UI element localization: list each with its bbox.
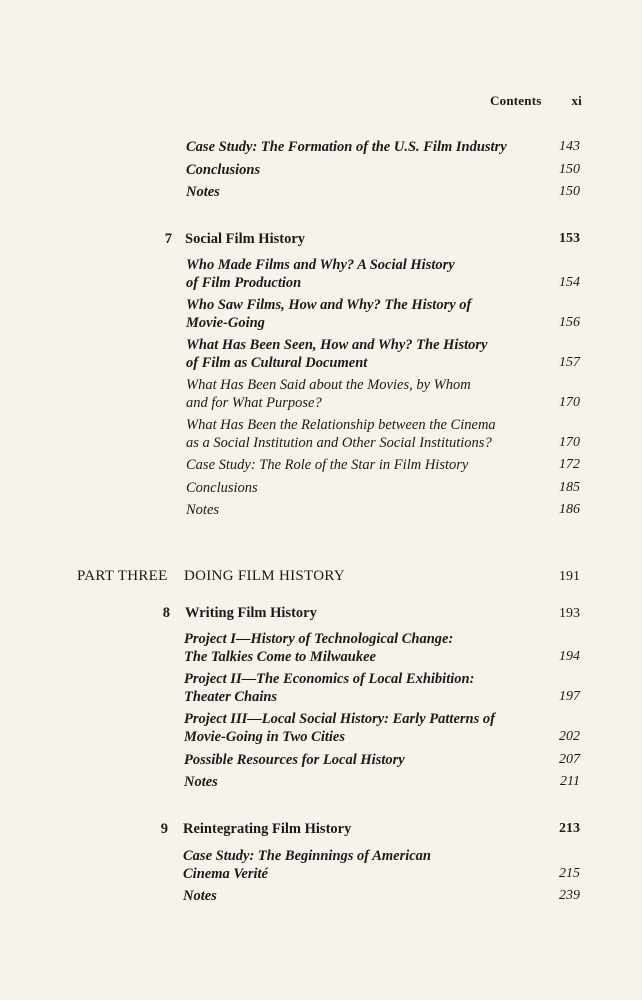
chapter-title: Reintegrating Film History (183, 821, 352, 837)
toc-page-number: 207 (559, 752, 580, 767)
toc-entry: Case Study: The Role of the Star in Film History (186, 457, 469, 473)
chapter-number: 8 (162, 605, 170, 621)
toc-page-number: 156 (559, 315, 580, 330)
toc-entry-line1: Who Made Films and Why? A Social History (186, 257, 455, 273)
toc-page-number: 194 (559, 649, 580, 664)
chapter-number: 9 (160, 821, 168, 837)
toc-page-number: 211 (560, 774, 580, 789)
toc-entry-line2: Theater Chains (184, 689, 278, 705)
chapter-number: 7 (164, 231, 172, 247)
toc-page-number: 239 (559, 888, 580, 903)
toc-entry-line2: of Film Production (186, 275, 302, 291)
toc-entry-line1: What Has Been Said about the Movies, by Whom (186, 377, 471, 393)
toc-entry: Possible Resources for Local History (184, 752, 405, 768)
toc-entry-line1: Case Study: The Beginnings of American (183, 848, 432, 864)
toc-entry: Notes (186, 502, 220, 518)
toc-entry: Conclusions (186, 162, 261, 178)
toc-entry: Case Study: The Formation of the U.S. Film Industry (186, 139, 507, 155)
toc-entry-line2: Movie-Going in Two Cities (184, 729, 345, 745)
toc-page-number: 170 (559, 435, 580, 450)
running-header (490, 93, 582, 109)
header-page-number: xi (571, 93, 582, 108)
toc-entry: Notes (184, 774, 218, 790)
toc-page-number: 172 (559, 457, 580, 472)
toc-entry-line2: Movie-Going (186, 315, 265, 331)
toc-page-number: 186 (559, 502, 580, 517)
toc-page-number: 170 (559, 395, 580, 410)
toc-page-number: 154 (559, 275, 580, 290)
toc-entry-line2: of Film as Cultural Document (186, 355, 368, 371)
toc-entry-line1: What Has Been the Relationship between the Cinema (186, 417, 496, 433)
toc-page-number: 185 (559, 480, 580, 495)
toc-entry-line1: What Has Been Seen, How and Why? The History (186, 337, 488, 353)
toc-entry-line1: Project III—Local Social History: Early Patterns of (184, 711, 495, 727)
toc-entry-line1: Project II—The Economics of Local Exhibition: (184, 671, 475, 687)
toc-page-number: 150 (559, 184, 580, 199)
toc-entry: Conclusions (186, 480, 258, 496)
toc-entry-line2: as a Social Institution and Other Social Institutions? (186, 435, 492, 451)
toc-page-number: 215 (559, 866, 580, 881)
chapter-title: Social Film History (185, 231, 306, 247)
part-title: DOING FILM HISTORY (184, 568, 345, 584)
chapter-page-number: 193 (559, 606, 580, 621)
toc-entry-line2: Cinema Verité (183, 866, 268, 882)
toc-entry: Notes (183, 888, 217, 904)
toc-page-number: 150 (559, 162, 580, 177)
toc-page-number: 143 (559, 139, 580, 154)
toc-entry-line1: Project I—History of Technological Change: (184, 631, 454, 647)
chapter-page-number: 213 (559, 821, 580, 836)
toc-entry-line2: The Talkies Come to Milwaukee (184, 649, 376, 665)
toc-page-number: 202 (559, 729, 580, 744)
chapter-title: Writing Film History (185, 605, 317, 621)
chapter-page-number: 153 (559, 231, 580, 246)
toc-page-number: 197 (559, 689, 580, 704)
toc-entry: Notes (186, 184, 220, 200)
part-label: PART THREE (77, 568, 168, 584)
part-page-number: 191 (559, 569, 580, 584)
toc-entry-line2: and for What Purpose? (186, 395, 322, 411)
header-title: Contents (490, 93, 542, 108)
toc-page-number: 157 (559, 355, 580, 370)
toc-entry-line1: Who Saw Films, How and Why? The History of (186, 297, 472, 313)
